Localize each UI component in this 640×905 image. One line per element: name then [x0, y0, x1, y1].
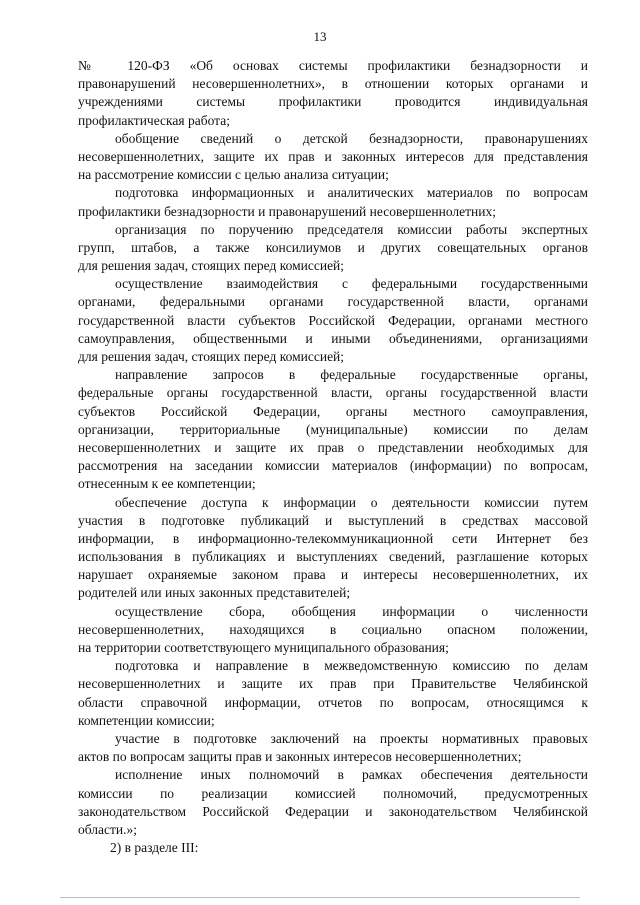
text-line: организация по поручению председателя комиссии работы экспертных [115, 221, 588, 237]
text-line: использования в публикациях и выступлениях сведений, разглашение которых [78, 549, 588, 565]
text-line: направление запросов в федеральные государственные органы, [115, 367, 588, 383]
text-line: области.»; [78, 821, 138, 837]
text-line: актов по вопросам защиты прав и законных интересов несовершеннолетних; [78, 749, 522, 765]
text-line: несовершеннолетних, защите их прав и законных интересов для представления [78, 148, 588, 164]
text-line: профилактики безнадзорности и правонарушений несовершеннолетних; [78, 203, 496, 219]
text-line: области справочной информации, отчетов по вопросам, относящимся к [78, 694, 588, 710]
text-line: отнесенным к ее компетенции; [78, 476, 256, 492]
text-line: несовершеннолетних, находящихся в социально опасном положении, [78, 621, 588, 637]
text-line: осуществление взаимодействия с федеральными государственными [115, 276, 588, 292]
text-line: профилактическая работа; [78, 112, 230, 128]
text-line: рассмотрения на заседании комиссии материалов (информации) по вопросам, [78, 458, 588, 474]
text-line: нарушает охраняемые законом права и интересы несовершеннолетних, их [78, 567, 588, 583]
text-line: учреждениями системы профилактики проводится индивидуальная [78, 94, 588, 110]
text-line: подготовка и направление в межведомственную комиссию по делам [115, 658, 588, 674]
text-line: для решения задач, стоящих перед комиссией; [78, 349, 345, 364]
text-line: информации, в информационно-телекоммуникационной сети Интернет без [78, 530, 588, 546]
text-line: для решения задач, стоящих перед комиссией; [78, 258, 345, 274]
bottom-scan-rule [60, 897, 580, 898]
document-body [78, 57, 588, 857]
text-line: групп, штабов, а также консилиумов и других совещательных органов [78, 239, 588, 255]
text-line: родителей или иных законных представителей; [78, 585, 351, 601]
text-line: организации, территориальные (муниципальные) комиссии по делам [78, 421, 588, 437]
text-line: комиссии по реализации комиссией полномочий, предусмотренных [78, 785, 588, 801]
text-line: несовершеннолетних и защите их прав при Правительстве Челябинской [78, 676, 588, 692]
text-line: самоуправления, общественными и иными объединениями, организациями [78, 330, 588, 346]
text-line: федеральные органы государственной власти, органы государственной власти [78, 385, 588, 401]
text-line: на территории соответствующего муниципального образования; [78, 640, 449, 655]
text-line: органами, федеральными органами государственной власти, органами [78, 294, 588, 310]
text-line: государственной власти субъектов Российской Федерации, органами местного [78, 312, 588, 328]
text-line: участия в подготовке публикаций и выступлений в средствах массовой [78, 512, 588, 528]
text-line: подготовка информационных и аналитических материалов по вопросам [115, 185, 588, 201]
text-line: правонарушений несовершеннолетних», в отношении которых органами и [78, 76, 588, 92]
text-line: осуществление сбора, обобщения информации о численности [115, 603, 588, 619]
text-line: на рассмотрение комиссии с целью анализа ситуации; [78, 167, 389, 183]
text-line: обобщение сведений о детской безнадзорности, правонарушениях [115, 130, 588, 146]
page-number: 13 [313, 29, 327, 44]
text-line: № 120-ФЗ «Об основах системы профилактики безнадзорности и [78, 58, 588, 73]
text-line: несовершеннолетних и защите их прав о представлении необходимых для [78, 439, 588, 455]
text-line: субъектов Российской Федерации, органы местного самоуправления, [78, 403, 588, 419]
text-line: обеспечение доступа к информации о деятельности комиссии путем [115, 494, 588, 510]
text-line: законодательством Российской Федерации и законодательством Челябинской [78, 803, 588, 819]
text-line: исполнение иных полномочий в рамках обеспечения деятельности [115, 767, 588, 783]
text-line: участие в подготовке заключений на проекты нормативных правовых [115, 730, 588, 746]
text-line: 2) в разделе III: [110, 840, 199, 856]
text-line: компетенции комиссии; [78, 712, 215, 728]
